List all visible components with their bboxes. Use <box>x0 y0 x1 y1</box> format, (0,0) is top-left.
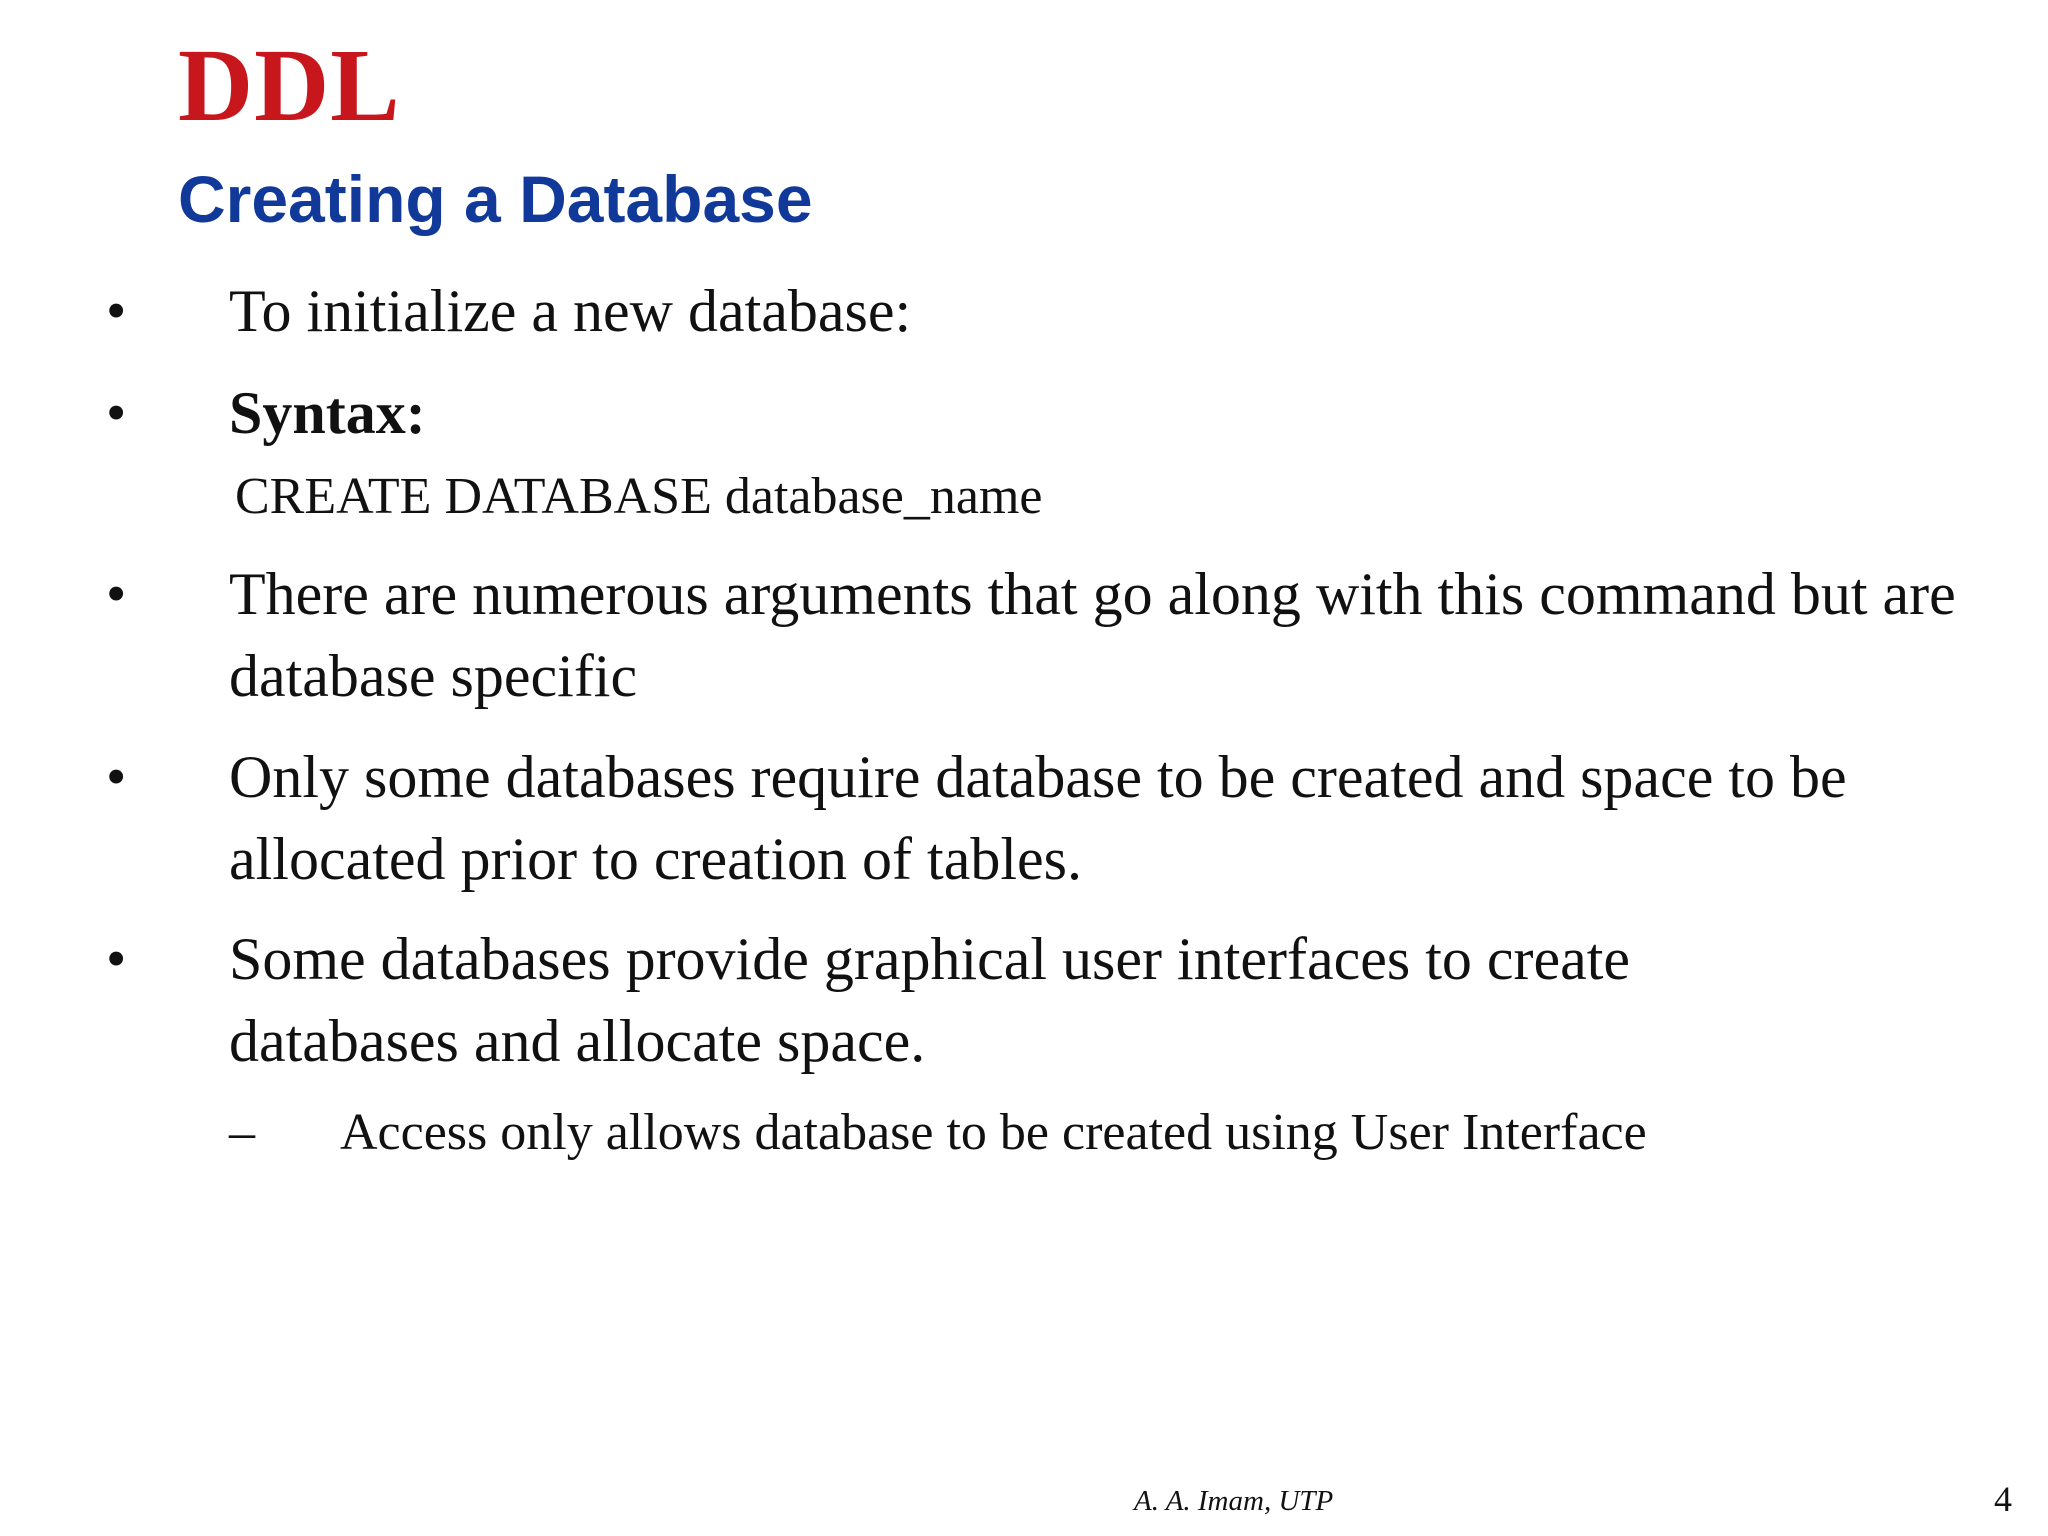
bullet-text-allocation: Only some databases require database to be created and space to be allocated prior to creation of tables. <box>229 744 1847 892</box>
bullet-text-arguments: There are numerous arguments that go along with this command but are database specific <box>229 561 1956 709</box>
footer-author: A. A. Imam, UTP <box>1134 1485 1334 1517</box>
syntax-code: CREATE DATABASE database_name <box>235 468 1043 525</box>
slide-title: DDL <box>178 28 401 143</box>
bullet-marker: • <box>106 926 127 991</box>
bullet-text-syntax: Syntax: <box>229 380 426 446</box>
bullet-marker: • <box>106 278 127 343</box>
bullet-text-initialize: To initialize a new database: <box>229 278 912 344</box>
sub-bullet-marker: – <box>229 1104 255 1161</box>
page-number: 4 <box>1994 1479 2012 1519</box>
sub-bullet-text-access: Access only allows database to be created using User Interface <box>340 1104 1647 1161</box>
bullet-marker: • <box>106 561 127 626</box>
bullet-text-gui: Some databases provide graphical user interfaces to create databases and allocate space. <box>229 926 1631 1074</box>
bullet-marker: • <box>106 744 127 809</box>
slide-subtitle: Creating a Database <box>178 162 813 236</box>
bullet-marker: • <box>106 380 127 445</box>
